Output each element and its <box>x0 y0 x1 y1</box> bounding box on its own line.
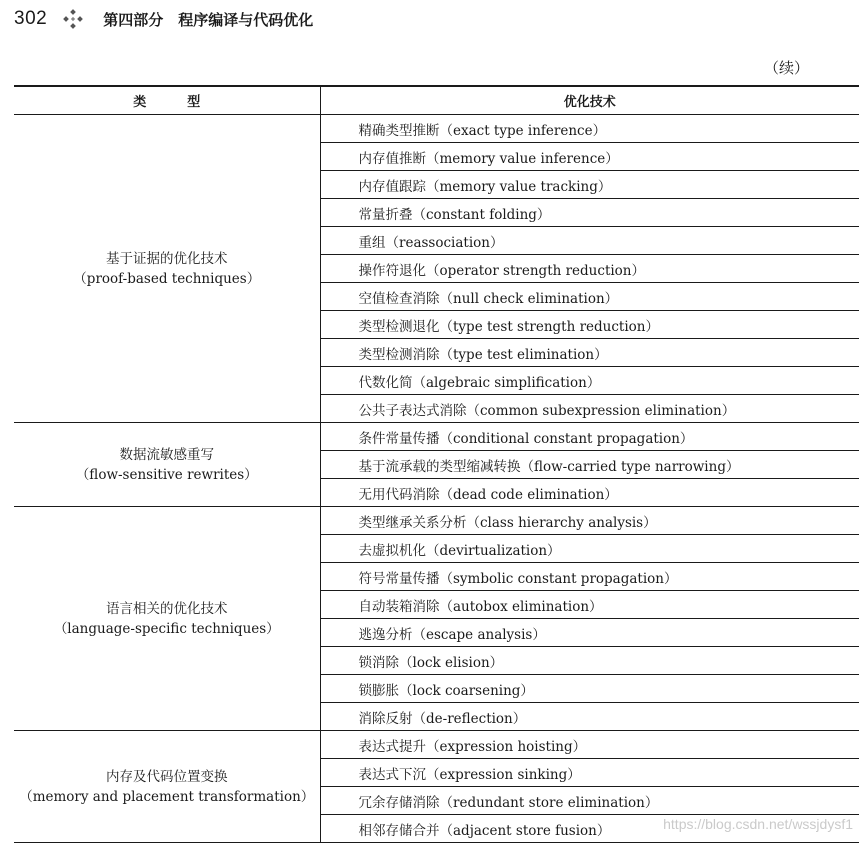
watermark: https://blog.csdn.net/wssjdysf1 <box>663 816 853 832</box>
technique-cell: 表达式提升（expression hoisting） <box>320 731 859 759</box>
technique-cell: 操作符退化（operator strength reduction） <box>320 255 859 283</box>
column-header-technique: 优化技术 <box>320 86 859 115</box>
category-name-en: （flow-sensitive rewrites） <box>75 466 258 483</box>
technique-cell: 自动装箱消除（autobox elimination） <box>320 591 859 619</box>
technique-cell: 精确类型推断（exact type inference） <box>320 115 859 143</box>
category-name-zh: 数据流敏感重写 <box>119 446 214 463</box>
technique-cell: 内存值跟踪（memory value tracking） <box>320 171 859 199</box>
technique-cell: 类型检测消除（type test elimination） <box>320 339 859 367</box>
optimization-table <box>14 85 859 843</box>
continued-label: （续） <box>763 59 809 77</box>
diamond-ornament-icon <box>61 9 85 29</box>
table-row <box>14 115 859 143</box>
technique-cell: 表达式下沉（expression sinking） <box>320 759 859 787</box>
category-name-zh: 基于证据的优化技术 <box>106 250 228 267</box>
technique-cell: 公共子表达式消除（common subexpression elimination） <box>320 395 859 423</box>
technique-cell: 锁消除（lock elision） <box>320 647 859 675</box>
technique-cell: 冗余存储消除（redundant store elimination） <box>320 787 859 815</box>
category-cell <box>14 115 320 423</box>
technique-cell: 类型继承关系分析（class hierarchy analysis） <box>320 507 859 535</box>
category-name-en: （language-specific techniques） <box>53 620 280 637</box>
technique-cell: 去虚拟机化（devirtualization） <box>320 535 859 563</box>
technique-cell: 消除反射（de-reflection） <box>320 703 859 731</box>
category-name-en: （memory and placement transformation） <box>19 788 315 805</box>
category-cell <box>14 507 320 731</box>
technique-cell: 常量折叠（constant folding） <box>320 199 859 227</box>
section-title: 第四部分 程序编译与代码优化 <box>103 10 314 29</box>
technique-cell: 重组（reassociation） <box>320 227 859 255</box>
technique-cell: 代数化简（algebraic simplification） <box>320 367 859 395</box>
page-header <box>14 6 313 32</box>
column-header-category: 类 型 <box>14 86 320 115</box>
page-number: 302 <box>14 8 48 29</box>
technique-cell: 逃逸分析（escape analysis） <box>320 619 859 647</box>
technique-cell: 内存值推断（memory value inference） <box>320 143 859 171</box>
table-row <box>14 731 859 759</box>
technique-cell: 符号常量传播（symbolic constant propagation） <box>320 563 859 591</box>
technique-cell: 锁膨胀（lock coarsening） <box>320 675 859 703</box>
technique-cell: 无用代码消除（dead code elimination） <box>320 479 859 507</box>
category-name-zh: 内存及代码位置变换 <box>106 768 228 785</box>
technique-cell: 相邻存储合并（adjacent store fusion） <box>320 815 859 843</box>
table-header-row <box>14 86 859 115</box>
technique-cell: 基于流承载的类型缩减转换（flow-carried type narrowing） <box>320 451 859 479</box>
technique-cell: 条件常量传播（conditional constant propagation） <box>320 423 859 451</box>
technique-cell: 空值检查消除（null check elimination） <box>320 283 859 311</box>
table-row <box>14 507 859 535</box>
category-name-zh: 语言相关的优化技术 <box>106 600 228 617</box>
table-row <box>14 423 859 451</box>
technique-cell: 类型检测退化（type test strength reduction） <box>320 311 859 339</box>
category-cell <box>14 423 320 507</box>
category-cell <box>14 731 320 843</box>
category-name-en: （proof-based techniques） <box>73 270 261 287</box>
table-body <box>14 115 859 843</box>
